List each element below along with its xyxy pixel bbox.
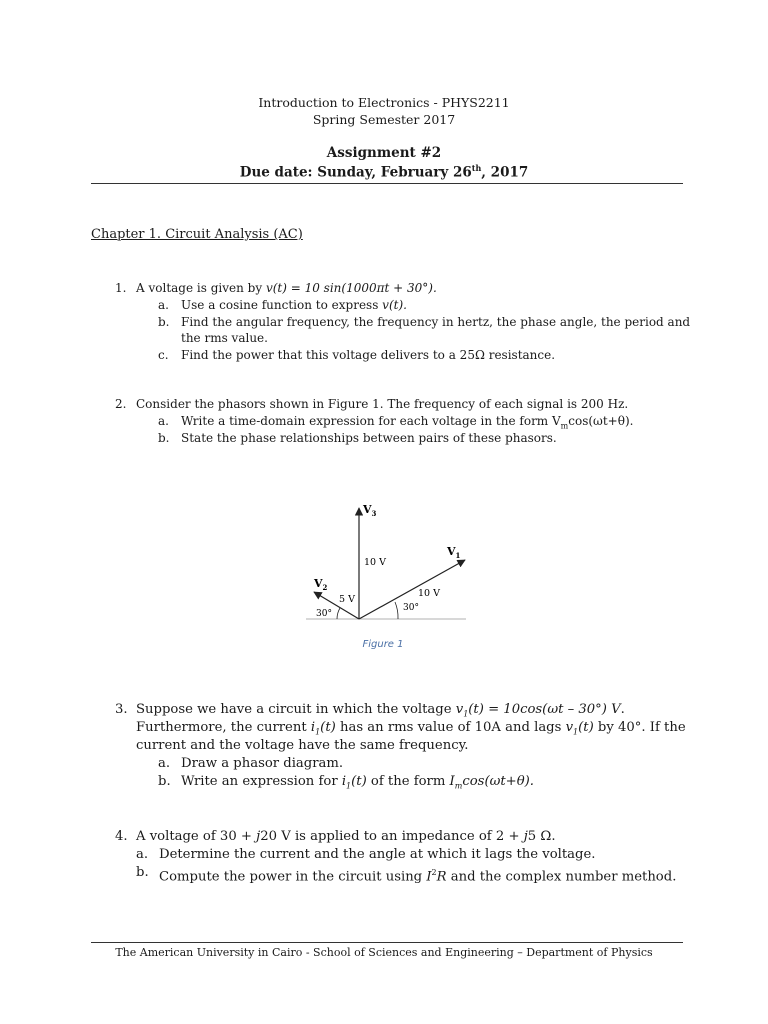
question-text: current and the voltage have the same frequency. — [136, 738, 469, 753]
footer-text: The American University in Cairo - School of Sciences and Engineering – Department of Physics — [115, 946, 653, 959]
assignment-title: Assignment #2 — [326, 145, 442, 161]
sub-text: the rms value. — [181, 331, 268, 345]
question-number: 3. — [115, 702, 128, 717]
question-number: 1. — [115, 281, 127, 295]
sub-label: a. — [158, 756, 171, 771]
sub-label: a. — [158, 298, 169, 312]
angle-arc-v2 — [337, 608, 340, 619]
footer-rule — [91, 942, 683, 943]
sub-text: Draw a phasor diagram. — [181, 756, 344, 771]
sub-text: Determine the current and the angle at which it lags the voltage. — [159, 847, 596, 862]
phasor-diagram — [300, 490, 470, 660]
question-2 — [0, 396, 768, 446]
sub-label: b. — [136, 865, 149, 880]
question-number: 4. — [115, 829, 128, 844]
sub-text: Find the angular frequency, the frequency in hertz, the phase angle, the period and — [181, 315, 691, 329]
sub-text: Use a cosine function to express v(t). — [181, 298, 407, 312]
semester: Spring Semester 2017 — [312, 112, 456, 127]
sub-text: Write an expression for $i_1(t)$ of the form $I_m\cos(\omega t+\theta)$. — [181, 774, 534, 791]
v2-angle: 30° — [316, 609, 332, 619]
v1-label: $V_1$ — [447, 545, 461, 560]
figure-caption: Figure 1 — [362, 639, 404, 650]
chapter-heading: Chapter 1. Circuit Analysis (AC) — [91, 227, 303, 242]
sub-label: a. — [158, 414, 169, 428]
question-number: 2. — [115, 397, 127, 411]
angle-arc-v1 — [395, 602, 398, 619]
sub-text: Compute the power in the circuit using $I^2R$ and the complex number method. — [159, 868, 677, 885]
question-text: Suppose we have a circuit in which the voltage $v_1(t) = 10\cos(\omega t - 30^\circ)$ V. — [136, 702, 625, 719]
sub-text: Write a time-domain expression for each voltage in the form $V_m\cos(\omega t+\theta)$. — [181, 414, 634, 431]
v1-magnitude: 10 V — [418, 588, 440, 599]
question-text: A voltage of 30 + j20 V is applied to an impedance of 2 + j5 Ω. — [136, 829, 556, 844]
question-1 — [0, 280, 768, 360]
v2-label: $V_2$ — [314, 577, 328, 592]
sub-label: c. — [158, 348, 169, 362]
sub-label: a. — [136, 847, 149, 862]
sub-label: b. — [158, 431, 170, 445]
course-title: Introduction to Electronics - PHYS2211 — [258, 95, 510, 110]
due-date: Due date: Sunday, February 26th, 2017 — [239, 163, 529, 181]
sub-text: State the phase relationships between pairs of these phasors. — [181, 431, 557, 445]
question-4 — [0, 828, 768, 884]
v3-magnitude: 10 V — [364, 557, 386, 568]
sub-label: b. — [158, 774, 171, 789]
header-rule — [91, 183, 683, 184]
question-text: Consider the phasors shown in Figure 1. The frequency of each signal is 200 Hz. — [136, 397, 629, 411]
v3-label: $V_3$ — [363, 503, 377, 518]
v1-angle: 30° — [403, 603, 419, 613]
sub-text: Find the power that this voltage delivers to a 25Ω resistance. — [181, 348, 556, 362]
sub-label: b. — [158, 315, 170, 329]
question-3 — [0, 701, 768, 793]
question-text: A voltage is given by v(t) = 10 sin(1000πt + 30°). — [136, 281, 437, 295]
question-text: Furthermore, the current $i_1(t)$ has an rms value of 10A and lags $v_1(t)$ by 40°. If the — [136, 720, 686, 737]
v2-magnitude: 5 V — [339, 594, 355, 605]
